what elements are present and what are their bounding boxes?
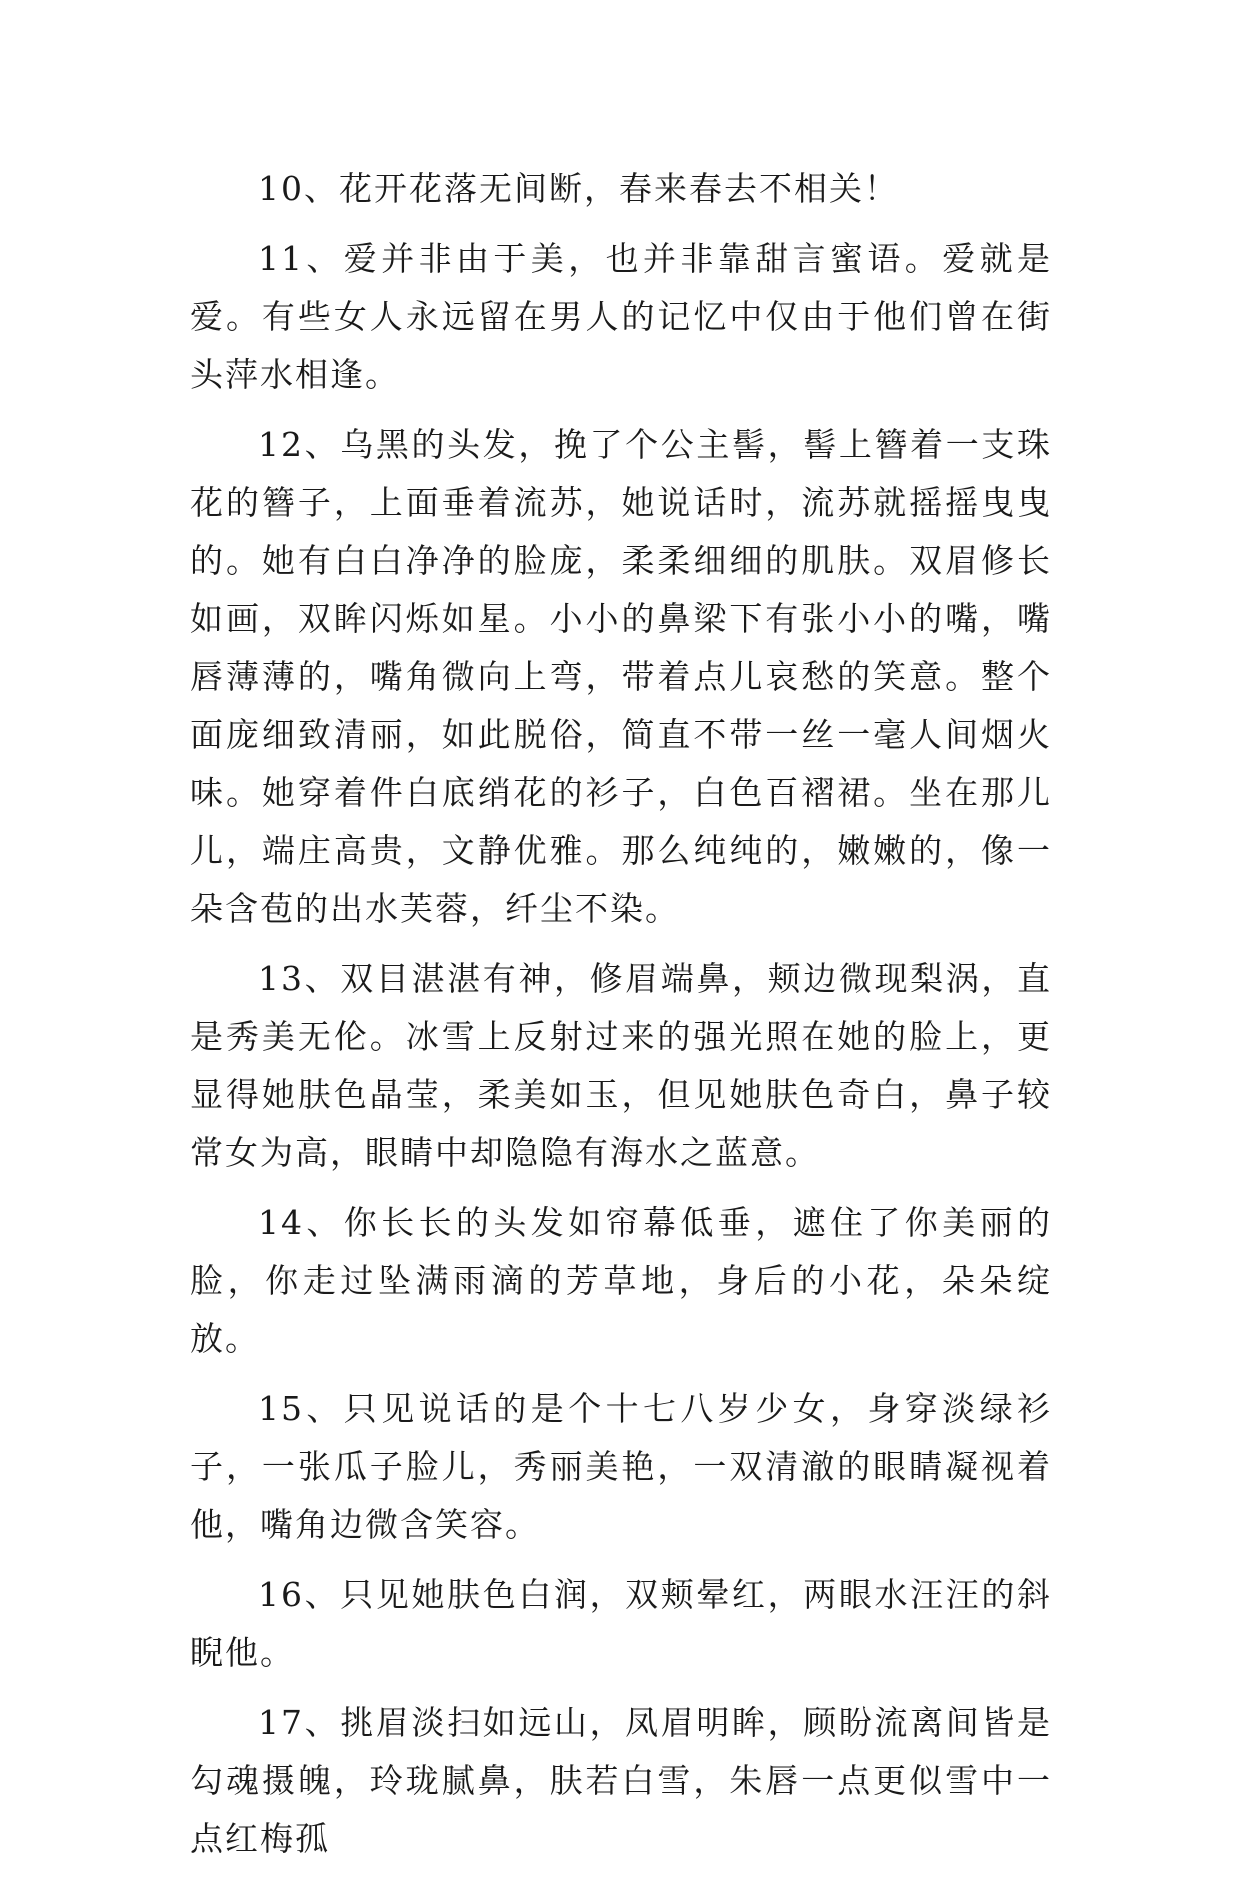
paragraph-14: 14、你长长的头发如帘幕低垂，遮住了你美丽的脸，你走过坠满雨滴的芳草地，身后的小花，朵朵绽放。 (190, 1203, 1052, 1358)
document-body (190, 160, 1052, 1880)
paragraph-13: 13、双目湛湛有神，修眉端鼻，颊边微现梨涡，直是秀美无伦。冰雪上反射过来的强光照在她的脸上，更显得她肤色晶莹，柔美如玉，但见她肤色奇白，鼻子较常女为高，眼睛中却隐隐有海水之蓝意。 (190, 959, 1052, 1172)
paragraph-17: 17、挑眉淡扫如远山，凤眉明眸，顾盼流离间皆是勾魂摄魄，玲珑腻鼻，肤若白雪，朱唇一点更似雪中一点红梅孤 (190, 1703, 1052, 1858)
paragraph-12: 12、乌黑的头发，挽了个公主髻，髻上簪着一支珠花的簪子，上面垂着流苏，她说话时，流苏就摇摇曳曳的。她有白白净净的脸庞，柔柔细细的肌肤。双眉修长如画，双眸闪烁如星。小小的鼻梁下有张小小的嘴，嘴唇薄薄的，嘴角微向上弯，带着点儿哀愁的笑意。整个面庞细致清丽，如此脱俗，简直不带一丝一毫人间烟火味。她穿着件白底绡花的衫子，白色百褶裙。坐在那儿儿，端庄高贵，文静优雅。那么纯纯的，嫩嫩的，像一朵含苞的出水芙蓉，纤尘不染。 (190, 425, 1052, 928)
paragraph-16: 16、只见她肤色白润，双颊晕红，两眼水汪汪的斜睨他。 (190, 1575, 1052, 1672)
paragraph-10: 10、花开花落无间断，春来春去不相关！ (258, 169, 899, 208)
paragraph-15: 15、只见说话的是个十七八岁少女，身穿淡绿衫子，一张瓜子脸儿，秀丽美艳，一双清澈的眼睛凝视着他，嘴角边微含笑容。 (190, 1389, 1052, 1544)
paragraph-11: 11、爱并非由于美，也并非靠甜言蜜语。爱就是爱。有些女人永远留在男人的记忆中仅由于他们曾在街头萍水相逢。 (190, 239, 1052, 394)
